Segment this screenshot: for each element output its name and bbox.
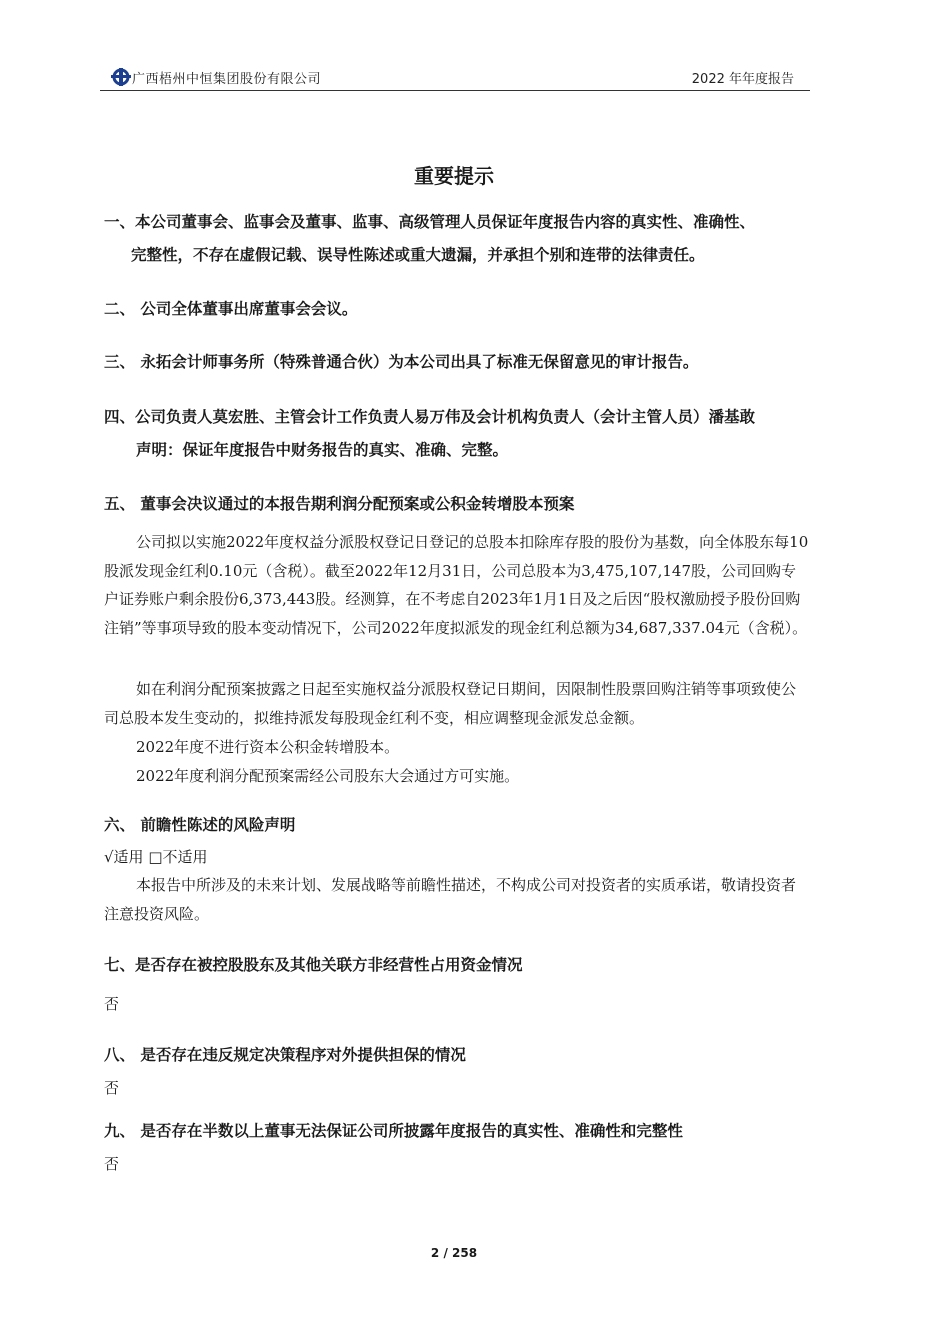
company-logo-icon: [108, 66, 132, 88]
section-6-heading: 六、 前瞻性陈述的风险声明: [104, 816, 296, 834]
section-1-number: 一、: [104, 213, 136, 231]
section-3-heading: 三、 永拓会计师事务所（特殊普通合伙）为本公司出具了标准无保留意见的审计报告。: [104, 353, 699, 371]
company-name: 广西梧州中恒集团股份有限公司: [132, 72, 322, 87]
section-5-paragraph-1: 公司拟以实施2022年度权益分派股权登记日登记的总股本扣除库存股的股份为基数，向全体股东每10股派发现金红利0.10元（含税）。截至2022年12月31日，公司总股本为3,475,107,147股，公司回购专户证券账户剩余股份6,373,443股。经测算，在不考虑自2023年1月1日及之后因“股权激励授予股份回购注销”等事项导致的股本变动情况下，公司2022年度拟派发的现金红利总额为34,687,337.04元（含税）。: [104, 533, 809, 637]
section-9-answer: 否: [104, 1155, 120, 1173]
page-title: 重要提示: [414, 164, 494, 188]
report-title: 2022 年年度报告: [691, 72, 794, 87]
section-6-paragraph: 本报告中所涉及的未来计划、发展战略等前瞻性描述，不构成公司对投资者的实质承诺，敬请投资者注意投资风险。: [104, 876, 797, 923]
section-4-text-1: 公司负责人莫宏胜、主管会计工作负责人易万伟及会计机构负责人（会计主管人员）潘基敢: [135, 408, 756, 426]
section-8-heading: 八、 是否存在违反规定决策程序对外提供担保的情况: [104, 1046, 466, 1064]
section-1-line2: 完整性，不存在虚假记载、误导性陈述或重大遗漏，并承担个别和连带的法律责任。: [131, 246, 705, 264]
section-1-line1: [104, 207, 755, 237]
section-2-heading: 二、 公司全体董事出席董事会会议。: [104, 300, 358, 318]
section-4-number: 四、: [104, 408, 136, 426]
section-9-heading: 九、 是否存在半数以上董事无法保证公司所披露年度报告的真实性、准确性和完整性: [104, 1122, 683, 1140]
section-4-line2: 声明：保证年度报告中财务报告的真实、准确、完整。: [136, 441, 509, 459]
section-5-heading: 五、 董事会决议通过的本报告期利润分配预案或公积金转增股本预案: [104, 495, 575, 513]
page-number: 2 / 258: [430, 1246, 478, 1260]
section-1-text-1: 本公司董事会、监事会及董事、监事、高级管理人员保证年度报告内容的真实性、准确性、: [135, 213, 756, 231]
applicability-checkbox: √适用 □不适用: [104, 848, 208, 866]
section-5-paragraph-4: 2022年度利润分配预案需经公司股东大会通过方可实施。: [136, 767, 520, 785]
section-4-line1: [104, 402, 755, 432]
page-header: [100, 66, 810, 91]
section-5-paragraph-2: 如在利润分配预案披露之日起至实施权益分派股权登记日期间，因限制性股票回购注销等事项致使公司总股本发生变动的，拟维持派发每股现金红利不变，相应调整现金派发总金额。: [104, 680, 797, 727]
section-5-paragraph-3: 2022年度不进行资本公积金转增股本。: [136, 738, 400, 756]
section-8-answer: 否: [104, 1079, 120, 1097]
section-7-heading: 七、是否存在被控股股东及其他关联方非经营性占用资金情况: [104, 956, 523, 974]
section-7-answer: 否: [104, 995, 120, 1013]
